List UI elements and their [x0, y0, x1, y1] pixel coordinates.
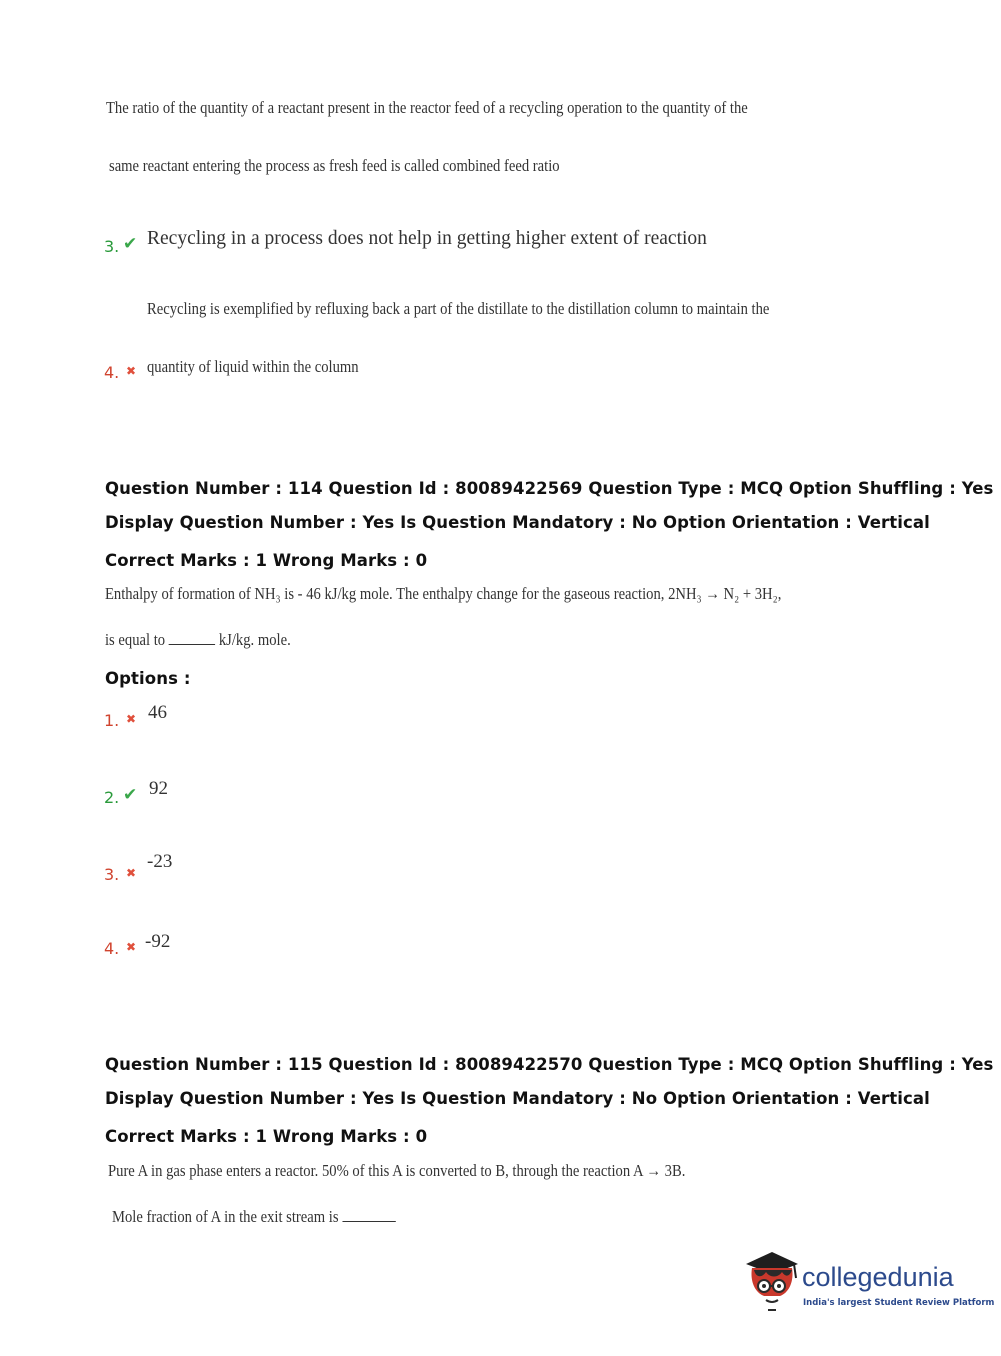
- brand-name: collegedunia: [802, 1262, 954, 1292]
- answer-blank: [169, 643, 215, 645]
- option-number: 3.: [104, 865, 120, 884]
- stem-prefix: is equal to: [105, 630, 166, 649]
- question-marks: Correct Marks : 1 Wrong Marks : 0: [105, 1127, 428, 1146]
- cross-icon: ✖: [126, 712, 137, 726]
- question-stem-line1: Pure A in gas phase enters a reactor. 50% of this A is converted to B, through the reaction A → 3B.: [108, 1161, 686, 1180]
- question-marks: Correct Marks : 1 Wrong Marks : 0: [105, 551, 428, 570]
- question-stem-line1: Enthalpy of formation of NH₃ is - 46 kJ/kg mole. The enthalpy change for the gaseous reaction, 2NH₃ → N₂ + 3H₂,: [105, 584, 782, 603]
- check-icon: ✔: [123, 234, 138, 254]
- check-icon: ✔: [123, 785, 138, 805]
- option-value: -92: [145, 931, 171, 952]
- option-value: -23: [147, 851, 173, 872]
- option-text-line1: Recycling is exemplified by refluxing back a part of the distillate to the distillation column to maintain the: [147, 299, 770, 318]
- answer-blank: [342, 1220, 395, 1222]
- stem-prefix: Mole fraction of A in the exit stream is: [112, 1207, 339, 1226]
- prev-explanation-line1: The ratio of the quantity of a reactant present in the reactor feed of a recycling operation to the quantity of the: [106, 98, 748, 117]
- cross-icon: ✖: [126, 866, 137, 880]
- question-meta-line1: Question Number : 115 Question Id : 80089422570 Question Type : MCQ Option Shuffling : Yes: [105, 1055, 994, 1074]
- option-value: 46: [148, 702, 167, 723]
- option-number: 1.: [104, 711, 120, 730]
- collegedunia-logo-icon: [742, 1248, 800, 1314]
- option-number: 4.: [104, 363, 120, 382]
- option-number: 3.: [104, 237, 120, 256]
- cross-icon: ✖: [126, 940, 137, 954]
- options-label: Options :: [105, 669, 191, 688]
- question-stem-line2: [105, 630, 291, 650]
- option-text: Recycling in a process does not help in getting higher extent of reaction: [147, 228, 707, 249]
- prev-explanation-line2: same reactant entering the process as fresh feed is called combined feed ratio: [109, 156, 560, 175]
- question-meta-line2: Display Question Number : Yes Is Question Mandatory : No Option Orientation : Vertical: [105, 513, 930, 532]
- stem-suffix: kJ/kg. mole.: [218, 630, 291, 649]
- option-value: 92: [149, 778, 168, 799]
- question-stem-line2: [112, 1207, 396, 1227]
- question-meta-line1: Question Number : 114 Question Id : 80089422569 Question Type : MCQ Option Shuffling : Yes: [105, 479, 994, 498]
- question-meta-line2: Display Question Number : Yes Is Question Mandatory : No Option Orientation : Vertical: [105, 1089, 930, 1108]
- cross-icon: ✖: [126, 364, 137, 378]
- brand-tagline: India's largest Student Review Platform: [803, 1298, 995, 1308]
- option-number: 2.: [104, 788, 120, 807]
- option-number: 4.: [104, 939, 120, 958]
- option-text-line2: quantity of liquid within the column: [147, 357, 359, 376]
